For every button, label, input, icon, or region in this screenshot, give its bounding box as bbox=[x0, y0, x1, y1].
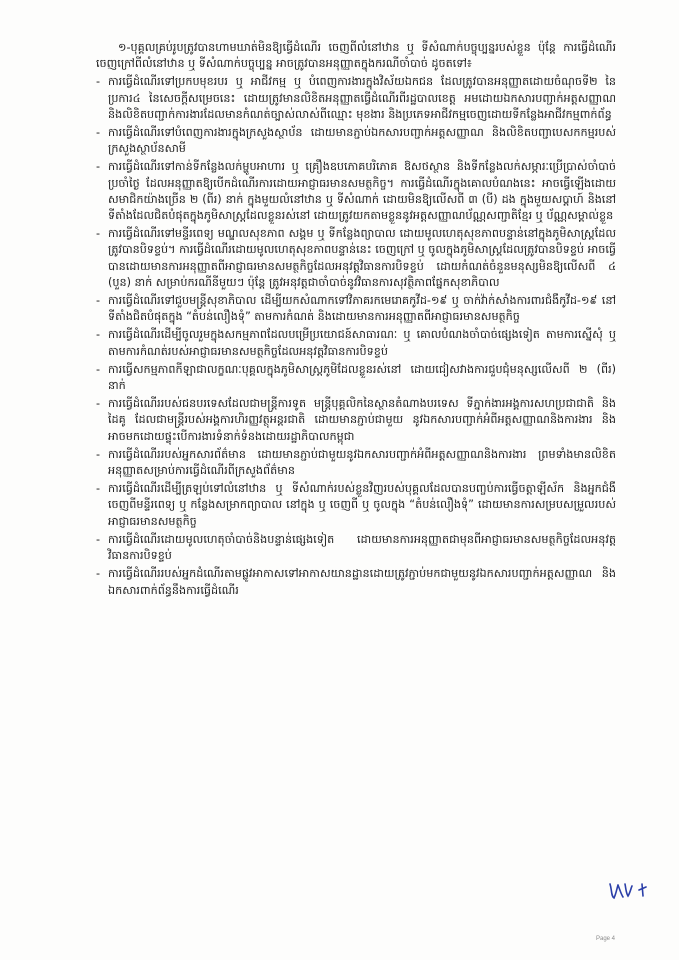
list-item-text: ការធ្វើដំណើរទៅប្រកបមុខរបរ ឬ អាជីវកម្ម ឬ បំពេញការងារក្នុងវិស័យឯកជន ដែលត្រូវបានអនុញ្ញាតដោយចំណុចទី២ នៃប្រការ៤ នៃសេចក្តីសម្រេចនេះ ដោយត្រូវមានលិខិតអនុញ្ញាតធ្វើដំណើរពីរដ្ឋបាលខេត្ត អមដោយឯកសារបញ្ជាក់អត្តសញ្ញាណ និងលិខិតបញ្ជាក់ការងារដែលមានកំណត់ច្បាស់លាស់ពីឈ្មោះ មុខងារ និងប្រភេទអាជីវកម្មចេញដោយទីកន្លែងអាជីវកម្មពាក់ព័ន្ធ bbox=[108, 75, 616, 121]
dash-bullet: - bbox=[96, 397, 101, 411]
dash-bullet: - bbox=[96, 328, 101, 342]
list-item bbox=[96, 362, 616, 394]
dash-bullet: - bbox=[96, 532, 101, 546]
list-item-text: ការធ្វើដំណើរទៅជួបមន្ត្រីសុខាភិបាល ដើម្បីយកសំណាកទៅវិភាគរកមេរោគកូវីដ-១៩ ឬ ចាក់វ៉ាក់សាំងការពារជំងឺកូវីដ-១៩ នៅទីតាំងជិតបំផុតក្នុង “តំបន់លឿងទុំ” តាមការកំណត់ និងដោយមានការអនុញ្ញាតពីអាជ្ញាធរមានសមត្ថកិច្ច bbox=[108, 294, 616, 324]
document-body bbox=[96, 40, 616, 601]
list-item bbox=[96, 125, 616, 157]
list-item-text: ការធ្វើដំណើរដើម្បីត្រឡប់ទៅលំនៅឋាន ឬ ទីសំណាក់របស់ខ្លួនវិញរបស់បុគ្គលដែលបានបញ្ចប់ការធ្វើចត្តាឡីស័ក និងអ្នកជំងឺចេញពីមន្ទីរពេទ្យ ឬ កន្លែងសម្រាកព្យាបាល នៅក្នុង ឬ ចេញពី ឬ ចូលក្នុង “តំបន់លឿងទុំ” ដោយមានការសម្របសម្រួលរបស់អាជ្ញាធរមានសមត្ថកិច្ច bbox=[108, 482, 616, 528]
list-item bbox=[96, 293, 616, 325]
list-item bbox=[96, 481, 616, 530]
dash-bullet: - bbox=[96, 227, 101, 241]
dash-bullet: - bbox=[96, 482, 101, 496]
list-item-text: ការធ្វើដំណើរទៅមន្ទីរពេទ្យ មណ្ឌលសុខភាព សង្គម ឬ ទីកន្លែងព្យាបាល ដោយមូលហេតុសុខភាពបន្ទាន់នៅក្នុងភូមិសាស្ត្រដែលត្រូវបានបិទខ្ទប់។ ការធ្វើដំណើរដោយមូលហេតុសុខភាពបន្ទាន់នេះ ចេញក្រៅ ឬ ចូលក្នុងភូមិសាស្ត្រដែលត្រូវបានបិទខ្ទប់ អាចធ្វើបានដោយមានការអនុញ្ញាតពីអាជ្ញាធរមានសមត្ថកិច្ចដែលអនុវត្តវិធានការបិទខ្ទប់ ដោយកំណត់ចំនួនមនុស្សមិនឱ្យលើសពី ៤ (បួន) នាក់ សម្រាប់ករណីនីមួយៗ ប៉ុន្តែ ត្រូវអនុវត្តជាចាំបាច់នូវវិធានការសុវត្ថិភាពផ្នែកសុខាភិបាល bbox=[108, 227, 616, 289]
dash-bullet: - bbox=[96, 447, 101, 461]
list-item-text: ការធ្វើដំណើរដើម្បីចូលរួមក្នុងសកម្មភាពដែលបម្រើប្រយោជន៍សាធារណៈ ឬ គោលបំណងចាំបាច់ផ្សេងទៀត តាមការស្នើសុំ ឬ តាមការកំណត់របស់អាជ្ញាធរមានសមត្ថកិច្ចដែលអនុវត្តវិធានការបិទខ្ទប់ bbox=[108, 328, 616, 358]
list-item-text: ការធ្វើដំណើររបស់អ្នកសារព័ត៌មាន ដោយមានភ្ជាប់ជាមួយនូវឯកសារបញ្ជាក់អំពីអត្តសញ្ញាណនិងការងារ ព្រមទាំងមានលិខិតអនុញ្ញាតសម្រាប់ការធ្វើដំណើរពីក្រសួងព័ត៌មាន bbox=[108, 447, 616, 478]
list-item-text: ការធ្វើដំណើរដោយមូលហេតុចាំបាច់និងបន្ទាន់ផ្សេងទៀត ដោយមានការអនុញ្ញាតជាមុនពីអាជ្ញាធរមានសមត្ថកិច្ចដែលអនុវត្តវិធានការបិទខ្ទប់ bbox=[108, 532, 616, 563]
dash-bullet: - bbox=[96, 160, 101, 174]
dash-bullet: - bbox=[96, 294, 101, 308]
signature-mark bbox=[606, 876, 656, 902]
list-item bbox=[96, 396, 616, 445]
dash-bullet: - bbox=[96, 126, 101, 140]
list-item bbox=[96, 159, 616, 224]
dash-bullet: - bbox=[96, 567, 101, 581]
page-number: Page 4 bbox=[596, 936, 616, 942]
list-item-text: ការធ្វើដំណើររបស់ជនបរទេសដែលជាមន្ត្រីការទូត មន្ត្រីបុគ្គលិកនៃស្ថានតំណាងបរទេស ទីភ្នាក់ងារអង្គការសហប្រជាជាតិ និងដៃគូ ដែលជាមន្ត្រីរបស់អង្គការហិរញ្ញវត្ថុអន្តរជាតិ ដោយមានភ្ជាប់ជាមួយ នូវឯកសារបញ្ជាក់អំពីអត្តសញ្ញាណនិងការងារ និងអាចមកដោយផ្ទុះបើការងារទំនាក់ទំនងដោយរដ្ឋាភិបាលកម្ពុជា bbox=[108, 397, 616, 443]
list-item bbox=[96, 566, 616, 598]
list-item-text: ការធ្វើដំណើររបស់អ្នកដំណើរតាមផ្លូវអាកាសទៅអាកាសយានដ្ឋានដោយត្រូវភ្ជាប់មកជាមួយនូវឯកសារបញ្ជាក់អត្តសញ្ញាណ និងឯកសារពាក់ព័ន្ធនឹងការធ្វើដំណើរ bbox=[108, 567, 616, 597]
list-item bbox=[96, 327, 616, 359]
list-item-text: ការធ្វើសកម្មភាពកីឡាជាលក្ខណៈបុគ្គលក្នុងភូមិសាស្ត្រភូមិដែលខ្លួនរស់នៅ ដោយជៀសវាងការជួបជុំមនុស្សលើសពី ២ (ពីរ) នាក់ bbox=[108, 362, 616, 393]
intro-paragraph: ១-បុគ្គលគ្រប់រូបត្រូវបានហាមឃាត់មិនឱ្យធ្វើដំណើរ ចេញពីលំនៅឋាន ឬ ទីសំណាក់បច្ចុប្បន្នរបស់ខ្លួន ប៉ុន្តែ ការធ្វើដំណើរចេញក្រៅពីលំនៅឋាន ឬ ទីសំណាក់បច្ចុប្បន្ន អាចត្រូវបានអនុញ្ញាតក្នុងករណីចាំបាច់ ដូចតទៅ៖ bbox=[96, 41, 616, 71]
list-item-text: ការធ្វើដំណើរទៅកាន់ទីកន្លែងលក់ម្ហូបអាហារ ឬ គ្រឿងឧបភោគបរិភោគ ឱសថស្ថាន និងទីកន្លែងលក់សម្ភារៈប្រើប្រាស់ចាំបាច់ប្រចាំថ្ងៃ ដែលអនុញ្ញាតឱ្យបើកដំណើរការដោយអាជ្ញាធរមានសមត្ថកិច្ច។ ការធ្វើដំណើរក្នុងគោលបំណងនេះ អាចធ្វើឡើងដោយសមាជិកយ៉ាងច្រើន ២ (ពីរ) នាក់ ក្នុងមួយលំនៅឋាន ឬ ទីសំណាក់ ដោយមិនឱ្យលើសពី ៣ (បី) ដង ក្នុងមួយសប្តាហ៍ និងនៅទីតាំងដែលជិតបំផុតក្នុងភូមិសាស្ត្រដែលខ្លួនរស់នៅ ដោយត្រូវយកតាមខ្លួននូវអត្តសញ្ញាណប័ណ្ណសញ្ជាតិខ្មែរ ឬ ប័ណ្ណសម្គាល់ខ្លួន bbox=[108, 160, 616, 223]
list-item-text: ការធ្វើដំណើរទៅបំពេញការងារក្នុងក្រសួងស្ថាប័ន ដោយមានភ្ជាប់ឯកសារបញ្ជាក់អត្តសញ្ញាណ និងលិខិតបញ្ជាបេសកកម្មរបស់ក្រសួងស្ថាប័នសាមី bbox=[108, 126, 616, 156]
dash-bullet: - bbox=[96, 75, 101, 89]
list-item bbox=[96, 74, 616, 123]
dash-bullet: - bbox=[96, 362, 101, 376]
list-item bbox=[96, 226, 616, 291]
list-item bbox=[96, 447, 616, 479]
list-item bbox=[96, 532, 616, 564]
